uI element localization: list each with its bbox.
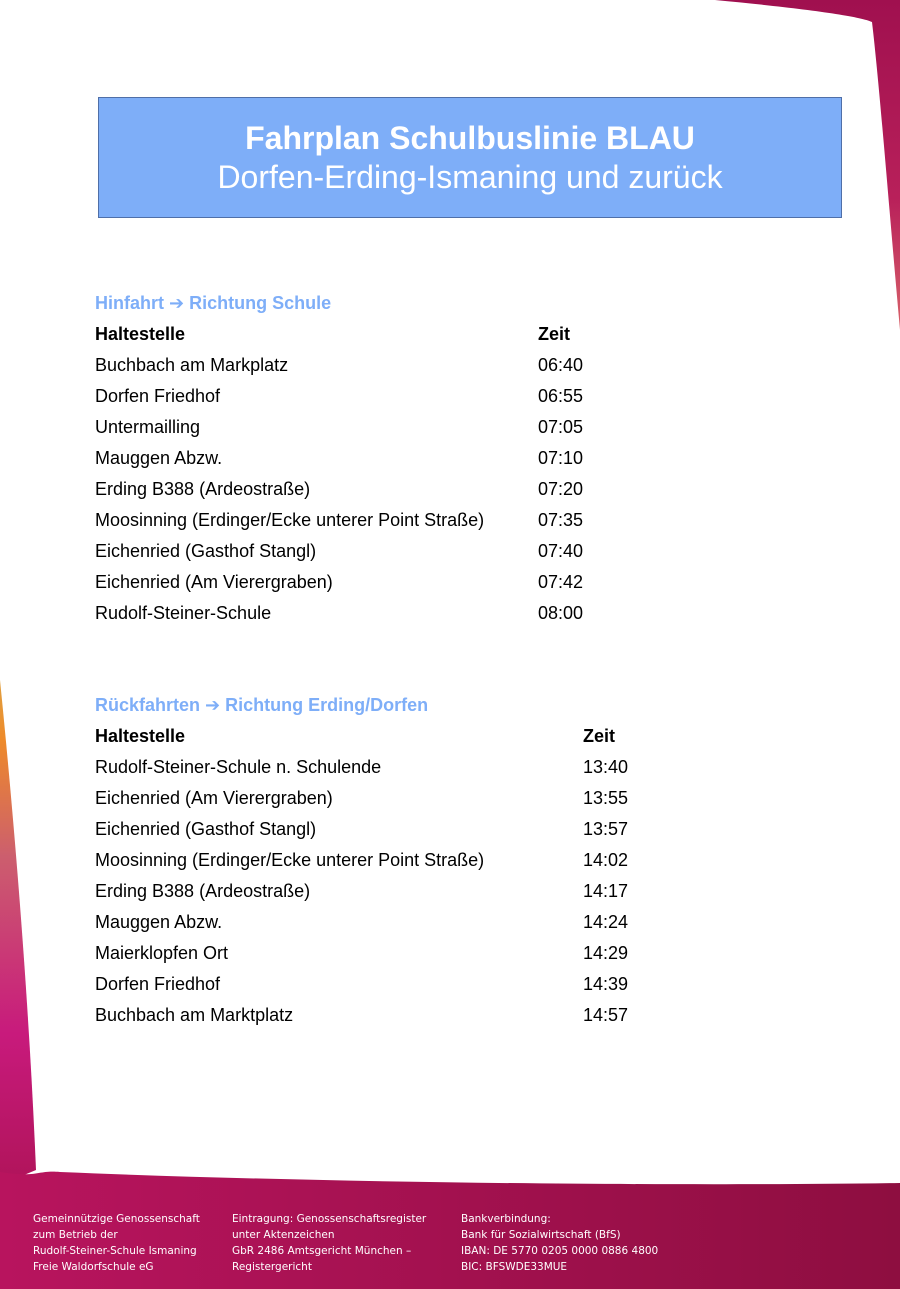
footer-line: BIC: BFSWDE33MUE: [461, 1261, 568, 1273]
footer-registration: [232, 1211, 426, 1275]
footer-bank: [461, 1211, 658, 1275]
left-swoosh-shape: [0, 680, 36, 1185]
stop-name: Dorfen Friedhof: [95, 386, 221, 406]
stop-time: 07:05: [538, 417, 584, 437]
stop-time: 06:40: [538, 355, 584, 375]
stop-time: 07:42: [538, 572, 584, 592]
stop-time: 14:24: [583, 912, 629, 932]
stop-name: Rudolf-Steiner-Schule: [95, 603, 272, 623]
stop-time: 14:39: [583, 974, 629, 994]
stop-name: Moosinning (Erdinger/Ecke unterer Point Straße): [95, 510, 485, 530]
table-row: [95, 752, 695, 783]
stop-time: 13:57: [583, 819, 629, 839]
outbound-table-header: [95, 319, 695, 350]
footer-line: Eintragung: Genossenschaftsregister: [232, 1213, 427, 1225]
table-row: [95, 567, 695, 598]
title-box: [98, 97, 842, 218]
table-row: [95, 350, 695, 381]
table-row: [95, 443, 695, 474]
stop-time: 08:00: [538, 603, 584, 623]
stop-time: 14:29: [583, 943, 629, 963]
stop-time: 07:35: [538, 510, 584, 530]
footer-line: unter Aktenzeichen: [232, 1229, 335, 1241]
footer-line: Registergericht: [232, 1261, 312, 1273]
footer-line: IBAN: DE 5770 0205 0000 0886 4800: [461, 1245, 659, 1257]
stop-name: Moosinning (Erdinger/Ecke unterer Point Straße): [95, 850, 485, 870]
stop-name: Buchbach am Marktplatz: [95, 1005, 294, 1025]
stop-name: Mauggen Abzw.: [95, 448, 223, 468]
footer-line: zum Betrieb der: [33, 1229, 118, 1241]
stop-name: Mauggen Abzw.: [95, 912, 223, 932]
stop-name: Erding B388 (Ardeostraße): [95, 479, 311, 499]
stop-time: 14:57: [583, 1005, 629, 1025]
stop-time: 06:55: [538, 386, 584, 406]
stop-name: Rudolf-Steiner-Schule n. Schulende: [95, 757, 382, 777]
stop-time: 14:02: [583, 850, 629, 870]
table-row: [95, 938, 695, 969]
column-header-time: Zeit: [583, 726, 616, 746]
table-row: [95, 412, 695, 443]
table-row: [95, 381, 695, 412]
stop-time: 07:40: [538, 541, 584, 561]
stop-name: Buchbach am Markplatz: [95, 355, 289, 375]
table-row: [95, 845, 695, 876]
return-heading: Rückfahrten ➔ Richtung Erding/Dorfen: [95, 695, 429, 715]
column-header-time: Zeit: [538, 324, 571, 344]
table-row: [95, 907, 695, 938]
table-row: [95, 969, 695, 1000]
table-row: [95, 783, 695, 814]
stop-name: Eichenried (Am Vierergraben): [95, 788, 333, 808]
stop-name: Erding B388 (Ardeostraße): [95, 881, 311, 901]
footer-line: Bank für Sozialwirtschaft (BfS): [461, 1229, 621, 1241]
stop-name: Eichenried (Gasthof Stangl): [95, 819, 317, 839]
stop-time: 07:20: [538, 479, 584, 499]
table-row: [95, 814, 695, 845]
outbound-heading: Hinfahrt ➔ Richtung Schule: [95, 293, 332, 313]
stop-name: Maierklopfen Ort: [95, 943, 229, 963]
table-row: [95, 1000, 695, 1031]
stop-time: 07:10: [538, 448, 584, 468]
column-header-stop: Haltestelle: [95, 726, 186, 746]
stop-time: 13:40: [583, 757, 629, 777]
table-row: [95, 876, 695, 907]
stop-name: Eichenried (Am Vierergraben): [95, 572, 333, 592]
footer-line: Bankverbindung:: [461, 1213, 551, 1225]
table-row: [95, 474, 695, 505]
stop-name: Dorfen Friedhof: [95, 974, 221, 994]
page-subtitle: Dorfen-Erding-Ismaning und zurück: [217, 159, 723, 195]
table-row: [95, 536, 695, 567]
footer-line: Rudolf-Steiner-Schule Ismaning: [33, 1245, 197, 1257]
stop-time: 13:55: [583, 788, 629, 808]
footer-line: Gemeinnützige Genossenschaft: [33, 1213, 200, 1225]
page-title: Fahrplan Schulbuslinie BLAU: [245, 120, 695, 156]
stop-name: Untermailling: [95, 417, 201, 437]
stop-time: 14:17: [583, 881, 629, 901]
table-row: [95, 598, 695, 629]
footer-organization: [33, 1211, 200, 1275]
footer-line: GbR 2486 Amtsgericht München –: [232, 1245, 412, 1257]
footer-line: Freie Waldorfschule eG: [33, 1261, 154, 1273]
outbound-section: [95, 288, 695, 629]
column-header-stop: Haltestelle: [95, 324, 186, 344]
stop-name: Eichenried (Gasthof Stangl): [95, 541, 317, 561]
return-table-header: [95, 721, 695, 752]
return-section: [95, 690, 695, 1031]
table-row: [95, 505, 695, 536]
